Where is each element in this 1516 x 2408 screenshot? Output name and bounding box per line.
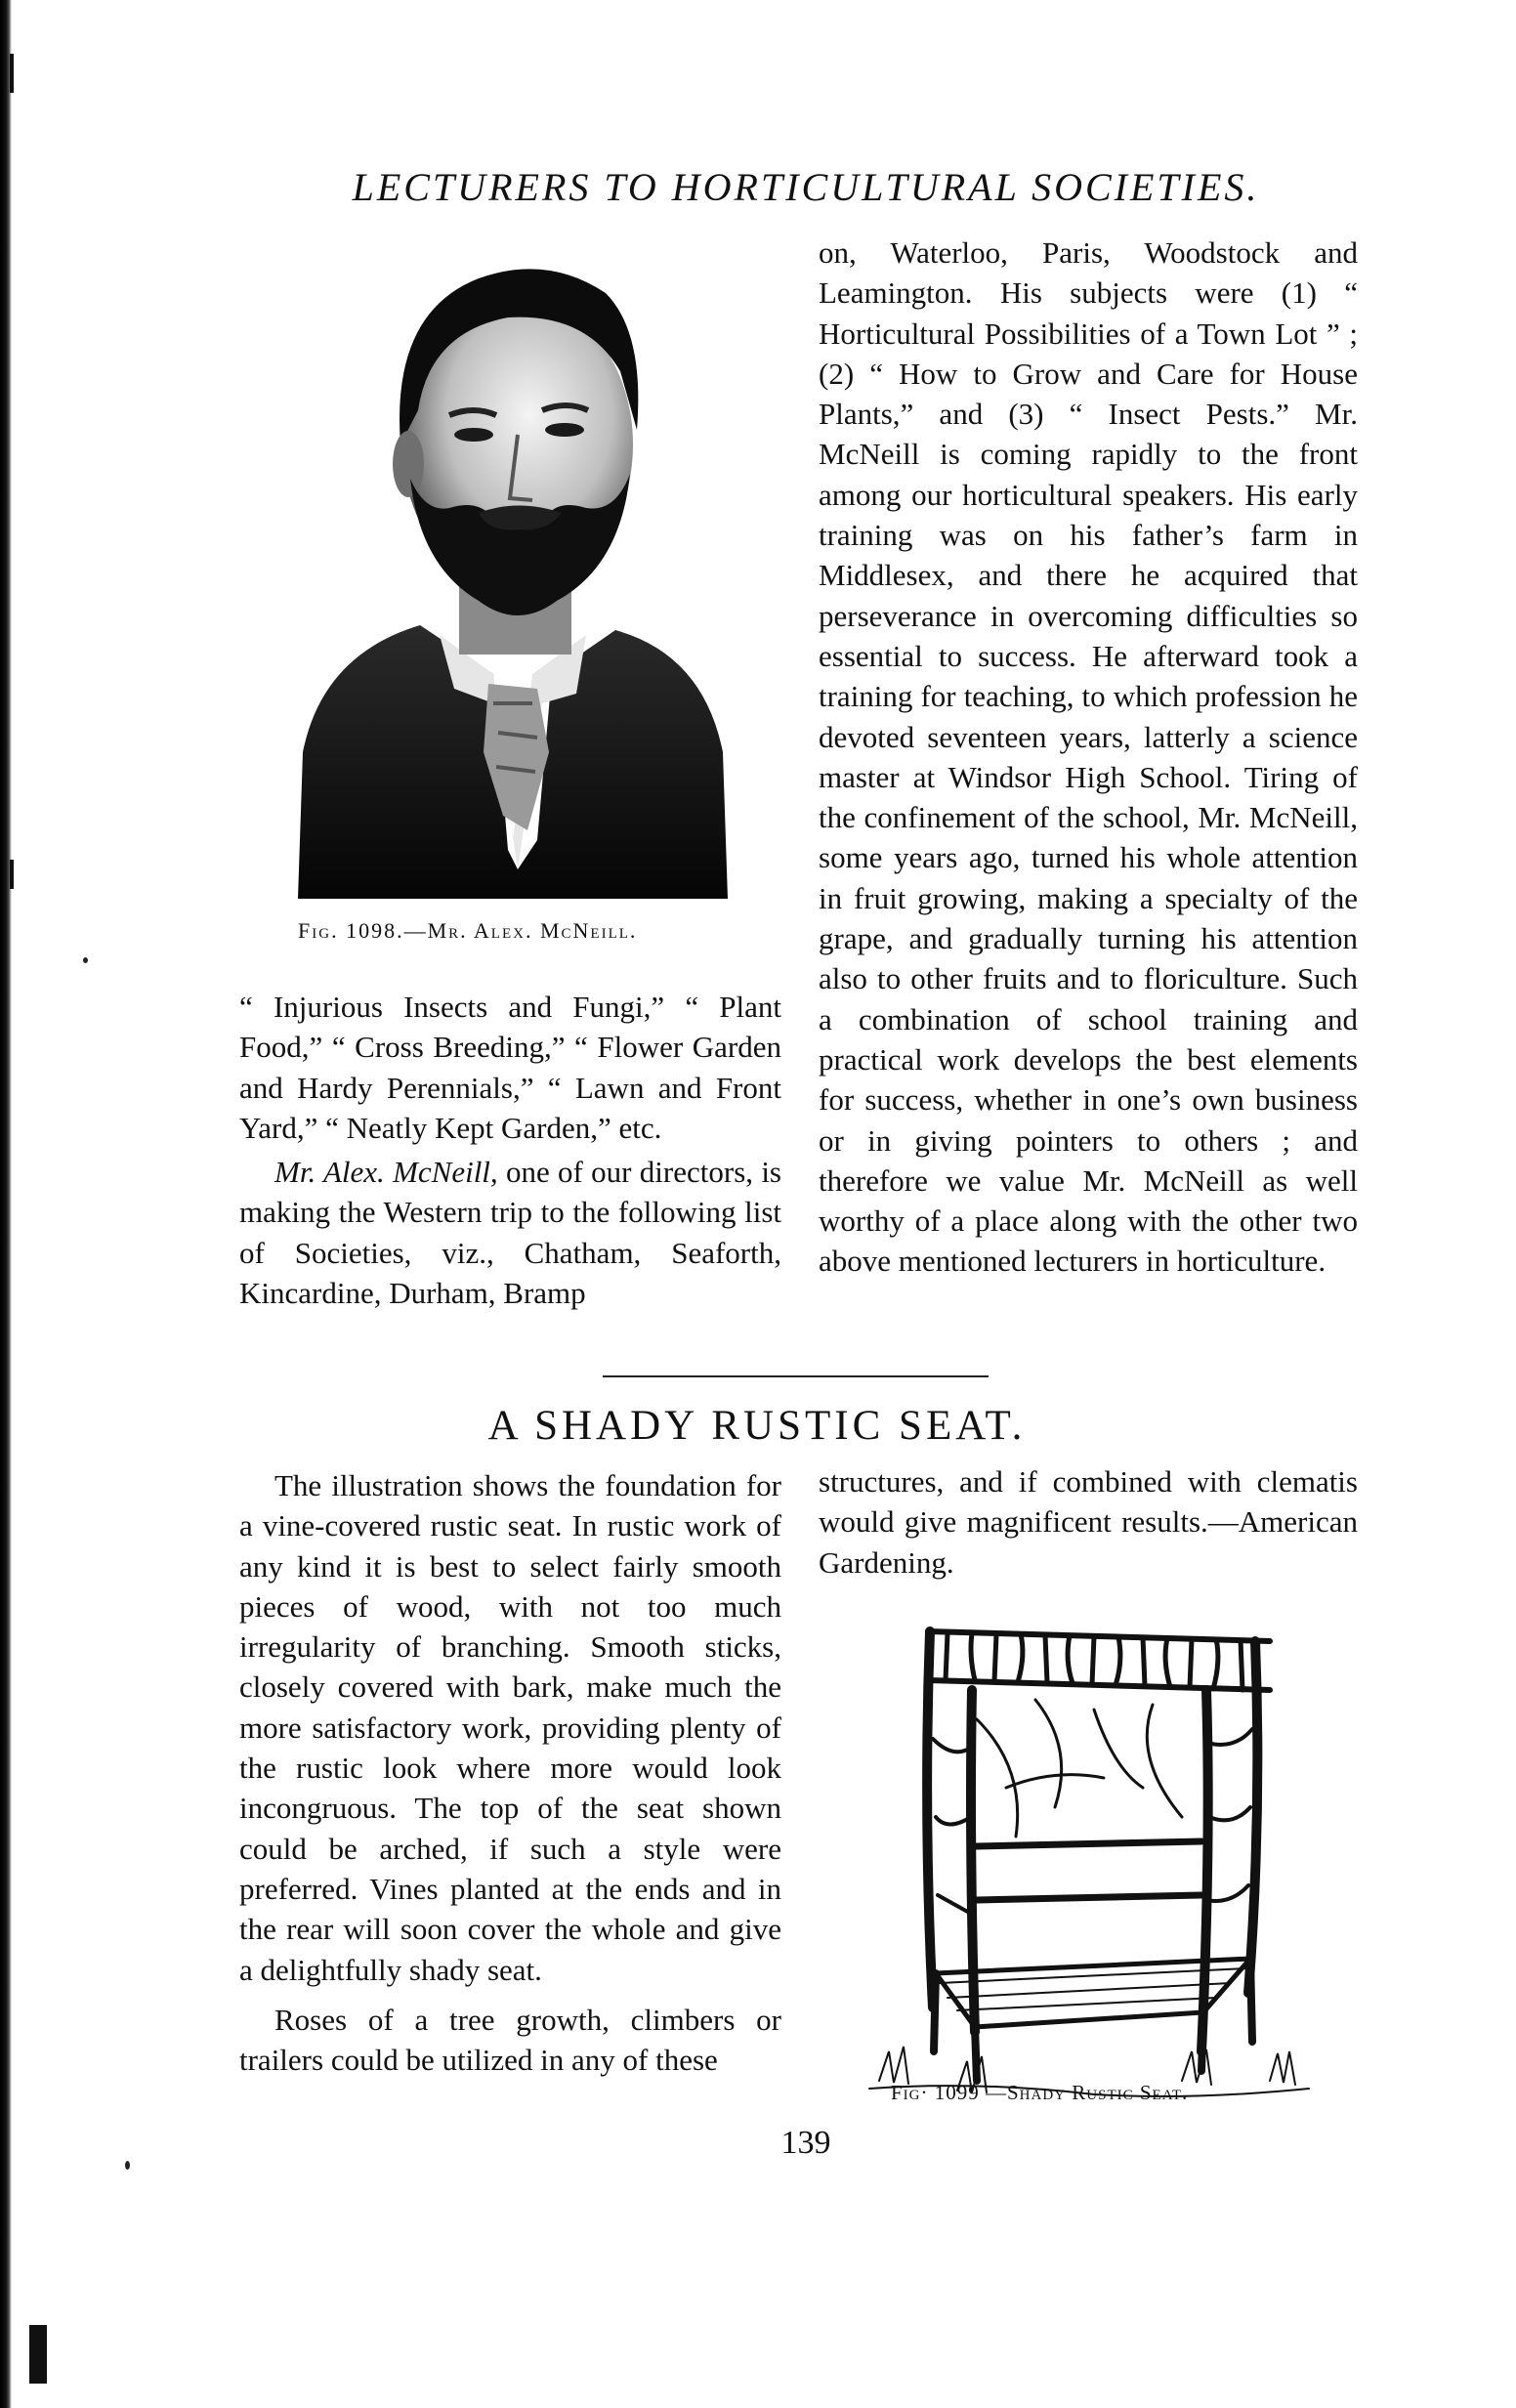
paragraph-lecture-topics: “ Injurious Insects and Fungi,” “ Plant Food,” “ Cross Breeding,” “ Flower Garden and Hardy Perennials,” “ Lawn and Front Yard,” “ Neatly Kept Garden,” etc. — [239, 990, 781, 1145]
page-number: 139 — [780, 2125, 831, 2161]
spine-mark — [10, 860, 14, 889]
section-title: A SHADY RUSTIC SEAT. — [487, 1403, 1027, 1449]
book-spine-shadow — [0, 0, 12, 2408]
print-speck — [83, 957, 88, 963]
section-divider — [603, 1375, 989, 1377]
left-column-bottom — [239, 1465, 781, 2080]
paragraph-rustic-seat: The illustration shows the foundation for a vine-covered rustic seat. In rustic work of any kind it is best to select fairly smooth pieces of wood, with not too much irregularity of branching. Smooth sticks, closely covered with bark, make much the more satisfactory work, providing plenty of the rustic look where more would look incongruous. The top of the seat shown could be arched, if such a style were preferred. Vines planted at the ends and in the rear will soon cover the whole and give a delightfully shady seat. — [239, 1468, 781, 1987]
figure-caption-1099: Fig· 1099 —Shady Rustic Seat. — [891, 2081, 1189, 2104]
paragraph-mcneill-intro — [239, 1152, 781, 1313]
paragraph-clematis: structures, and if combined with clematis would give magnificent results.—American Gardening. — [819, 1464, 1358, 1580]
print-speck — [125, 2161, 130, 2170]
right-column-top — [819, 232, 1358, 1282]
spine-mark — [10, 54, 14, 93]
mcneill-name: Mr. Alex. McNeill, — [274, 1155, 498, 1190]
paragraph-mcneill-bio: on, Waterloo, Paris, Woodstock and Leamington. His subjects were (1) “ Horticultural Possibilities of a Town Lot ” ; (2) “ How to Grow and Care for House Plants,” and (3) “ Insect Pests.” Mr. McNeill is coming rapidly to the front among our horticultural speakers. His early training was on his father’s farm in Middlesex, and there he acquired that perseverance in overcoming difficulties so essential to success. He afterward took a training for teaching, to which profession he devoted seventeen years, latterly a science master at Windsor High School. Tiring of the confinement of the school, Mr. McNeill, some years ago, turned his whole attention in fruit growing, making a specialty of the grape, and gradually turning his attention also to other fruits and to floriculture. Such a combination of school training and practical work develops the best elements for success, whether in one’s own business or in giving pointers to others ; and therefore we value Mr. McNeill as well worthy of a place along with the other two above mentioned lecturers in horticulture. — [819, 235, 1358, 1279]
right-column-bottom — [819, 1461, 1358, 1583]
figure-caption-1098: Fig. 1098.—Mr. Alex. McNeill. — [298, 918, 638, 943]
rustic-seat-illustration — [860, 1622, 1319, 2100]
running-head: LECTURERS TO HORTICULTURAL SOCIETIES. — [352, 165, 1260, 209]
spine-mark — [29, 2325, 47, 2384]
mcneill-intro-text: one of our directors, is making the Western trip to the following list of Societies, viz., Chatham, Seaforth, Kincardine, Durham, Bramp — [239, 1155, 781, 1311]
portrait-figure — [293, 244, 733, 899]
paragraph-roses: Roses of a tree growth, climbers or trailers could be utilized in any of these — [239, 2002, 781, 2078]
left-column-top — [239, 987, 781, 1313]
